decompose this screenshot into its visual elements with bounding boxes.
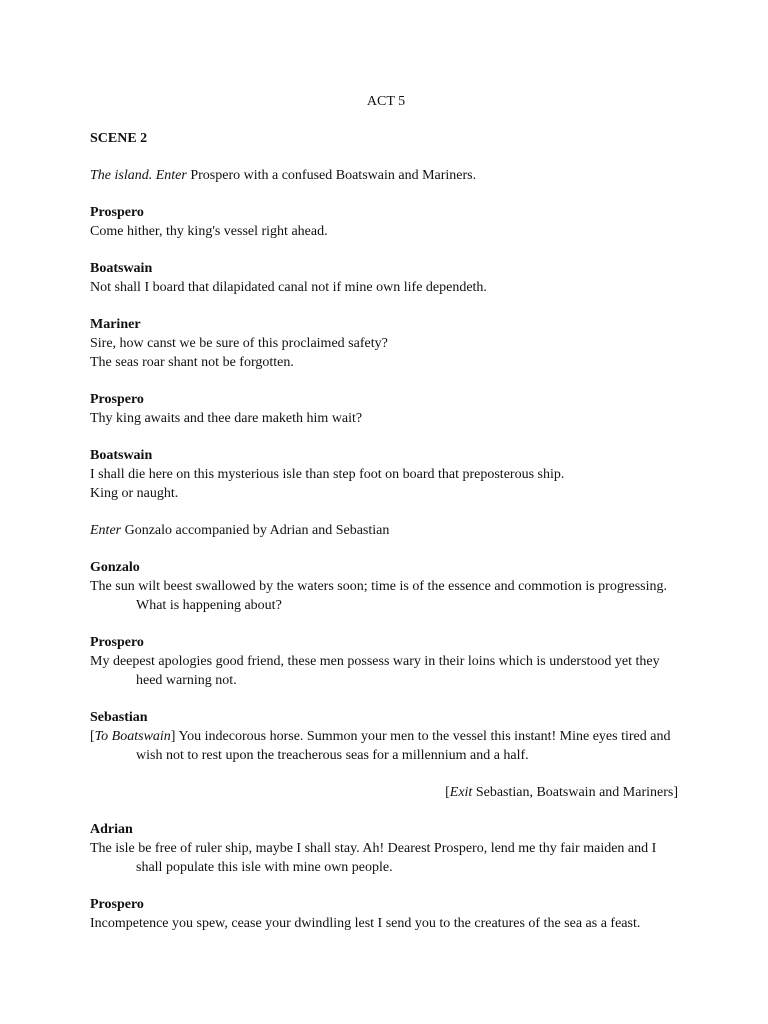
speaker-name: Boatswain [90,448,153,463]
speech-line [90,727,682,765]
opening-stage-direction [90,166,682,185]
speech-block [90,895,682,933]
speech-text: You indecorous horse. Summon your men to the vessel this instant! Mine eyes tired and wish not to rest upon the treacherous seas for a millennium and a half. [136,729,671,763]
speaker-name: Prospero [90,897,144,912]
speech-line: My deepest apologies good friend, these men possess wary in their loins which is understood yet they heed warning not. [90,654,660,688]
stage-direction-text: Sebastian, Boatswain and Mariners] [472,785,678,800]
speaker-name: Sebastian [90,710,148,725]
stage-direction-text: Prospero with a confused Boatswain and Mariners. [186,168,477,183]
speech-block [90,633,682,690]
speech-group-1 [90,203,682,503]
speaker-name: Mariner [90,317,141,332]
speech-line: The seas roar shant not be forgotten. [90,355,294,370]
speech-line: Come hither, thy king's vessel right ahead. [90,224,328,239]
speech-block [90,446,682,503]
stage-direction-italic: The island. Enter [90,168,187,183]
speech-block [90,315,682,372]
speaker-name: Boatswain [90,261,153,276]
speech-group-3 [90,820,682,933]
script-page [90,92,682,951]
speech-line: Incompetence you spew, cease your dwindling lest I send you to the creatures of the sea as a feast. [90,916,641,931]
speech-block [90,820,682,877]
bracket-close: ] [170,729,176,744]
speech-line: King or naught. [90,486,179,501]
speaker-name: Prospero [90,392,144,407]
bracket-open: [ [445,785,450,800]
speech-block [90,558,682,615]
speaker-name: Prospero [90,635,144,650]
scene-title: SCENE 2 [90,131,148,146]
enter-stage-direction [90,521,682,540]
speaker-name: Adrian [90,822,133,837]
speech-line: Sire, how canst we be sure of this proclaimed safety? [90,336,388,351]
speech-block [90,390,682,428]
exit-stage-direction [90,783,682,802]
speech-line: Not shall I board that dilapidated canal not if mine own life dependeth. [90,280,487,295]
speech-block [90,259,682,297]
bracket-open: [ [90,729,95,744]
speaker-name: Prospero [90,205,144,220]
act-title: ACT 5 [366,94,406,109]
stage-direction-italic: Enter [90,523,122,538]
speech-line: Thy king awaits and thee dare maketh him wait? [90,411,363,426]
speech-line: The sun wilt beest swallowed by the waters soon; time is of the essence and commotion is progressing. What is happening about? [90,579,668,613]
stage-direction-italic: Exit [449,785,473,800]
speech-group-2 [90,558,682,690]
speaker-name: Gonzalo [90,560,140,575]
stage-direction-text: Gonzalo accompanied by Adrian and Sebastian [121,523,390,538]
aside-direction: To Boatswain [94,729,171,744]
speech-block [90,708,682,765]
speech-line: I shall die here on this mysterious isle than step foot on board that preposterous ship. [90,467,565,482]
speech-line: The isle be free of ruler ship, maybe I shall stay. Ah! Dearest Prospero, lend me thy fair maiden and I shall populate this isle with mine own people. [90,841,657,875]
speech-block [90,203,682,241]
